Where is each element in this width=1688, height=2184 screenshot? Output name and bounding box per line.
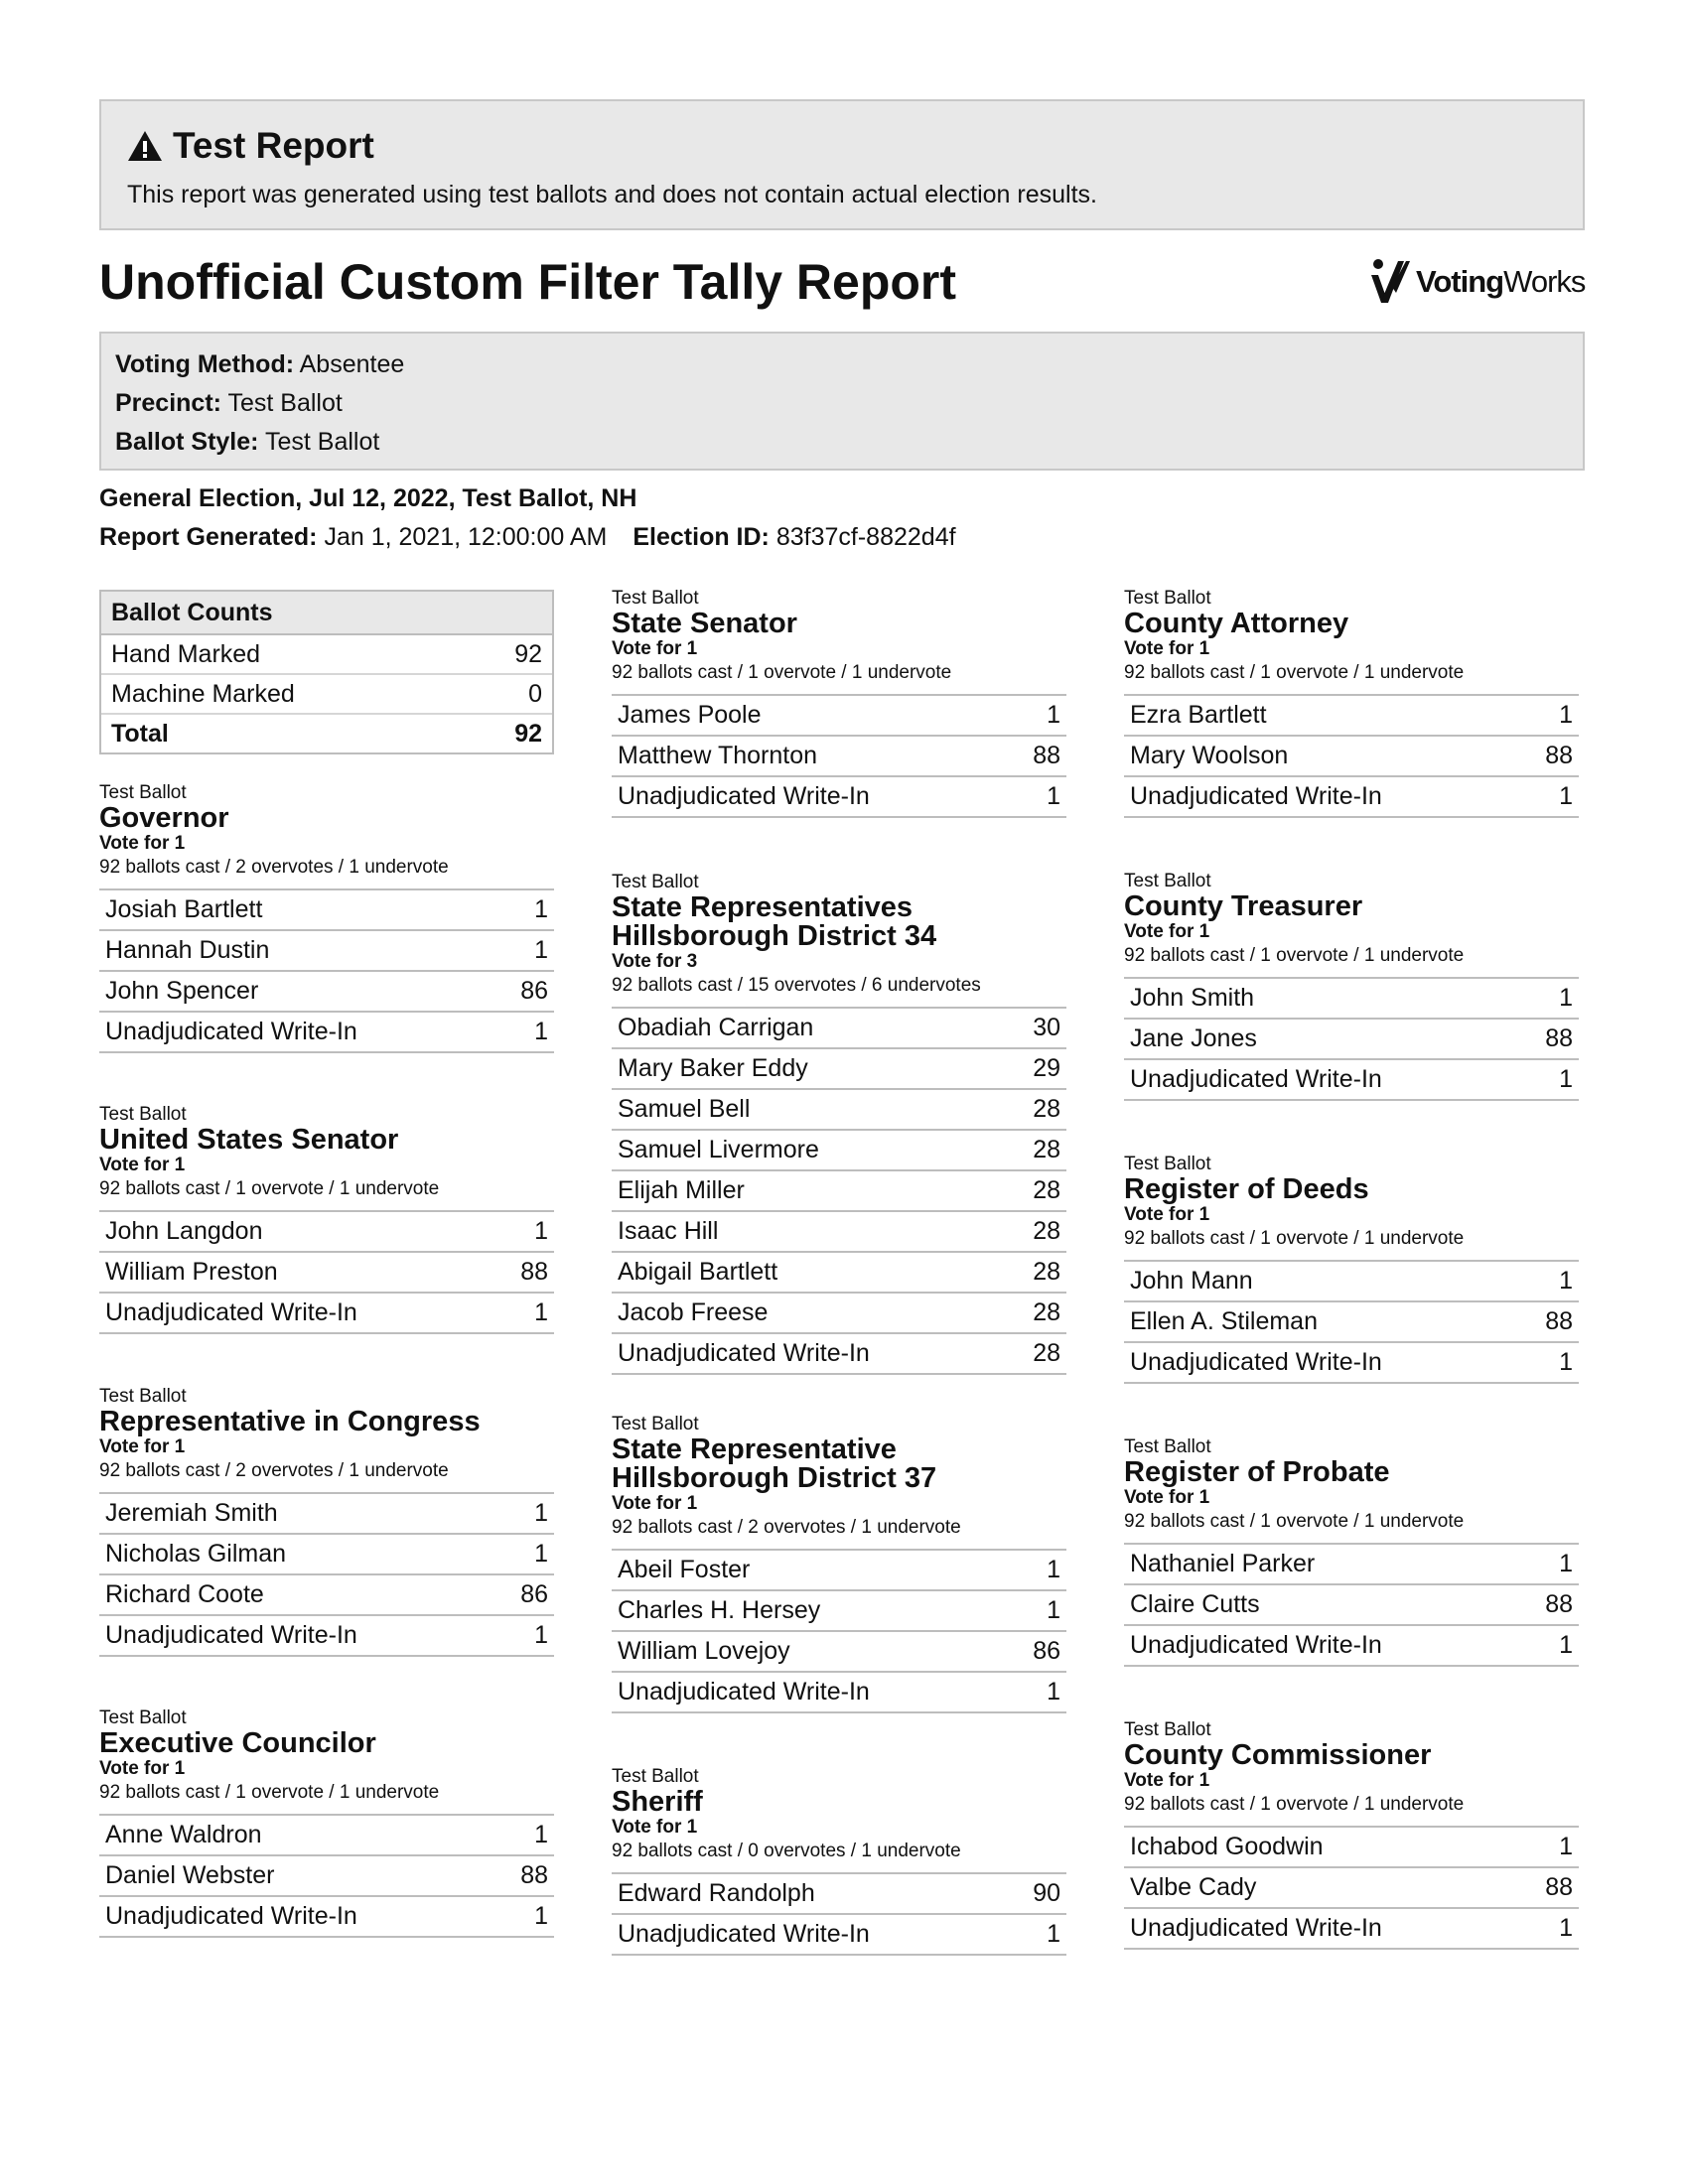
contest-district: Test Ballot (1124, 1436, 1211, 1457)
candidate-table (612, 1549, 1066, 1713)
candidate-name: Unadjudicated Write-In (618, 1920, 870, 1948)
candidate-name: Hannah Dustin (105, 936, 270, 964)
contest-district: Test Ballot (612, 1414, 699, 1434)
contest (99, 1104, 554, 1334)
votingworks-logo (1368, 256, 1587, 308)
table-row: Total 92 (111, 720, 542, 748)
candidate-name: William Lovejoy (618, 1637, 790, 1665)
candidate-name: Elijah Miller (618, 1176, 745, 1204)
candidate-name: Ellen A. Stileman (1130, 1307, 1318, 1335)
candidate-row (1124, 1866, 1579, 1907)
candidate-table (1124, 1826, 1579, 1950)
candidate-votes: 1 (534, 895, 548, 923)
candidate-votes: 86 (1033, 1637, 1060, 1665)
candidate-votes: 1 (1047, 701, 1060, 729)
candidate-table (612, 694, 1066, 818)
candidate-row (1124, 1018, 1579, 1058)
candidate-votes: 1 (1047, 1920, 1060, 1948)
candidate-name: Unadjudicated Write-In (1130, 782, 1382, 810)
candidate-name: Abeil Foster (618, 1556, 751, 1583)
candidate-name: Unadjudicated Write-In (1130, 1914, 1382, 1942)
contest-title: Executive Councilor (99, 1727, 376, 1759)
filter-ballot-style: Ballot Style: Test Ballot (115, 428, 380, 456)
candidate-table (1124, 977, 1579, 1101)
candidate-name: John Spencer (105, 977, 259, 1005)
contest-district: Test Ballot (1124, 1154, 1211, 1174)
candidate-row (99, 970, 554, 1011)
contest-title: County Attorney (1124, 608, 1349, 639)
candidate-name: Samuel Livermore (618, 1136, 819, 1163)
candidate-name: William Preston (105, 1258, 278, 1286)
contest-vote-for: Vote for 1 (99, 1436, 186, 1457)
candidate-votes: 30 (1033, 1014, 1060, 1041)
candidate-row (1124, 1058, 1579, 1101)
contest (99, 1386, 554, 1657)
candidate-votes: 1 (1559, 1348, 1573, 1376)
candidate-votes: 1 (1559, 1914, 1573, 1942)
candidate-votes: 28 (1033, 1176, 1060, 1204)
candidate-votes: 1 (534, 1902, 548, 1930)
candidate-row (612, 1007, 1066, 1047)
contest (612, 588, 1066, 818)
checkmark-logo-icon (1368, 257, 1412, 307)
contest-summary: 92 ballots cast / 2 overvotes / 1 undervote (612, 1517, 961, 1538)
candidate-row (612, 735, 1066, 775)
candidate-table (1124, 1543, 1579, 1667)
candidate-name: Nicholas Gilman (105, 1540, 287, 1568)
candidate-name: Samuel Bell (618, 1095, 751, 1123)
candidate-votes: 1 (1559, 1550, 1573, 1577)
candidate-name: Unadjudicated Write-In (618, 1678, 870, 1706)
candidate-row (1124, 1260, 1579, 1300)
candidate-votes: 86 (520, 977, 548, 1005)
candidate-name: Ezra Bartlett (1130, 701, 1267, 729)
contest-title: Register of Probate (1124, 1456, 1390, 1488)
candidate-votes: 1 (1047, 782, 1060, 810)
contest-vote-for: Vote for 1 (99, 1155, 186, 1175)
candidate-votes: 1 (534, 936, 548, 964)
candidate-name: Jeremiah Smith (105, 1499, 278, 1527)
candidate-name: James Poole (618, 701, 762, 729)
contest-summary: 92 ballots cast / 1 overvote / 1 undervote (1124, 1228, 1465, 1249)
contest (99, 1707, 554, 1938)
candidate-name: Unadjudicated Write-In (105, 1902, 357, 1930)
contest-vote-for: Vote for 1 (612, 1493, 698, 1514)
contest-district: Test Ballot (1124, 588, 1211, 609)
candidate-votes: 28 (1033, 1136, 1060, 1163)
contest-title: State Representatives Hillsborough District 34 (612, 891, 937, 952)
contest-vote-for: Vote for 1 (1124, 1487, 1210, 1508)
report-title: Unofficial Custom Filter Tally Report (99, 254, 957, 310)
test-report-banner (99, 99, 1585, 230)
candidate-row (1124, 1543, 1579, 1583)
contest-vote-for: Vote for 1 (612, 638, 698, 659)
contest-title: County Treasurer (1124, 890, 1363, 922)
contest-summary: 92 ballots cast / 0 overvotes / 1 undervote (612, 1841, 961, 1861)
contest-title: Representative in Congress (99, 1406, 481, 1437)
contest-vote-for: Vote for 1 (1124, 1204, 1210, 1225)
candidate-row (612, 1589, 1066, 1630)
contest-district: Test Ballot (612, 588, 699, 609)
contest (1124, 1719, 1579, 1950)
contest-summary: 92 ballots cast / 1 overvote / 1 undervote (1124, 1511, 1465, 1532)
candidate-row (1124, 694, 1579, 735)
candidate-votes: 88 (1545, 1590, 1573, 1618)
candidate-votes: 1 (1559, 1631, 1573, 1659)
candidate-votes: 1 (1559, 1267, 1573, 1295)
contest-district: Test Ballot (612, 1766, 699, 1787)
candidate-votes: 90 (1033, 1879, 1060, 1907)
candidate-votes: 88 (1545, 1307, 1573, 1335)
candidate-name: Unadjudicated Write-In (1130, 1631, 1382, 1659)
candidate-name: Josiah Bartlett (105, 895, 263, 923)
candidate-table (99, 888, 554, 1053)
candidate-name: Ichabod Goodwin (1130, 1833, 1324, 1860)
contest-vote-for: Vote for 1 (1124, 638, 1210, 659)
contest-summary: 92 ballots cast / 1 overvote / 1 undervote (99, 1782, 440, 1803)
candidate-votes: 28 (1033, 1217, 1060, 1245)
banner-heading (127, 125, 374, 167)
contest-title: State Representative Hillsborough District 37 (612, 1433, 937, 1494)
candidate-row (1124, 735, 1579, 775)
candidate-table (1124, 694, 1579, 818)
contest-title: Sheriff (612, 1786, 703, 1818)
candidate-row (612, 1671, 1066, 1713)
contest-summary: 92 ballots cast / 1 overvote / 1 undervote (1124, 945, 1465, 966)
contest-title: United States Senator (99, 1124, 399, 1156)
candidate-row (612, 1872, 1066, 1913)
candidate-votes: 86 (520, 1580, 548, 1608)
contest-title: Register of Deeds (1124, 1173, 1369, 1205)
candidate-votes: 88 (520, 1258, 548, 1286)
candidate-row (99, 929, 554, 970)
candidate-name: Daniel Webster (105, 1861, 275, 1889)
candidate-votes: 88 (1545, 742, 1573, 769)
candidate-row (612, 1292, 1066, 1332)
filter-summary (99, 332, 1585, 471)
contest-summary: 92 ballots cast / 1 overvote / 1 undervote (1124, 662, 1465, 683)
contest-summary: 92 ballots cast / 2 overvotes / 1 undervote (99, 857, 449, 878)
candidate-row (612, 1630, 1066, 1671)
candidate-name: Isaac Hill (618, 1217, 719, 1245)
candidate-votes: 1 (1559, 1833, 1573, 1860)
candidate-row (612, 694, 1066, 735)
candidate-name: John Mann (1130, 1267, 1253, 1295)
candidate-row (1124, 1300, 1579, 1341)
table-row: Machine Marked 0 (101, 675, 552, 715)
candidate-row (99, 1814, 554, 1854)
contest-district: Test Ballot (99, 782, 187, 803)
candidate-votes: 28 (1033, 1339, 1060, 1367)
candidate-table (99, 1210, 554, 1334)
candidate-table (612, 1872, 1066, 1956)
contest (1124, 588, 1579, 818)
candidate-row (99, 1011, 554, 1053)
candidate-name: Abigail Bartlett (618, 1258, 778, 1286)
candidate-votes: 1 (534, 1621, 548, 1649)
candidate-name: Obadiah Carrigan (618, 1014, 814, 1041)
candidate-votes: 1 (534, 1499, 548, 1527)
candidate-table (99, 1814, 554, 1938)
contest (612, 872, 1066, 1375)
contest-summary: 92 ballots cast / 2 overvotes / 1 undervote (99, 1460, 449, 1481)
candidate-votes: 88 (520, 1861, 548, 1889)
contest-district: Test Ballot (99, 1707, 187, 1728)
candidate-votes: 88 (1545, 1873, 1573, 1901)
contest-vote-for: Vote for 1 (1124, 1770, 1210, 1791)
ballot-counts-title: Ballot Counts (101, 592, 552, 635)
candidate-row (1124, 977, 1579, 1018)
contest-vote-for: Vote for 1 (1124, 921, 1210, 942)
candidate-votes: 28 (1033, 1298, 1060, 1326)
candidate-votes: 1 (534, 1217, 548, 1245)
warning-icon (127, 130, 163, 162)
candidate-votes: 1 (534, 1298, 548, 1326)
contest-district: Test Ballot (1124, 1719, 1211, 1740)
candidate-votes: 1 (1559, 984, 1573, 1012)
candidate-row (99, 1614, 554, 1657)
candidate-row (612, 1047, 1066, 1088)
contest (1124, 1154, 1579, 1384)
contest-district: Test Ballot (99, 1104, 187, 1125)
candidate-row (99, 1210, 554, 1251)
candidate-name: Jane Jones (1130, 1024, 1257, 1052)
candidate-name: Unadjudicated Write-In (105, 1018, 357, 1045)
candidate-name: Matthew Thornton (618, 742, 818, 769)
candidate-votes: 88 (1545, 1024, 1573, 1052)
candidate-name: Mary Woolson (1130, 742, 1289, 769)
contest-summary: 92 ballots cast / 1 overvote / 1 undervote (1124, 1794, 1465, 1815)
candidate-row (99, 1854, 554, 1895)
candidate-row (1124, 1624, 1579, 1667)
candidate-row (612, 1251, 1066, 1292)
candidate-row (612, 1169, 1066, 1210)
contest-vote-for: Vote for 1 (612, 1817, 698, 1838)
candidate-votes: 1 (534, 1018, 548, 1045)
filter-voting-method: Voting Method: Absentee (115, 350, 405, 378)
contest (1124, 871, 1579, 1101)
candidate-name: Richard Coote (105, 1580, 264, 1608)
candidate-name: Jacob Freese (618, 1298, 769, 1326)
contest-district: Test Ballot (612, 872, 699, 892)
filter-precinct: Precinct: Test Ballot (115, 389, 343, 417)
candidate-row (1124, 1907, 1579, 1950)
contest-summary: 92 ballots cast / 15 overvotes / 6 undervotes (612, 975, 981, 996)
contest (99, 782, 554, 1053)
banner-text: This report was generated using test ballots and does not contain actual election results. (127, 181, 1097, 208)
contest-summary: 92 ballots cast / 1 overvote / 1 undervote (99, 1178, 440, 1199)
contest-vote-for: Vote for 3 (612, 951, 698, 972)
candidate-row (99, 1573, 554, 1614)
candidate-name: Edward Randolph (618, 1879, 815, 1907)
candidate-votes: 1 (534, 1821, 548, 1848)
candidate-row (1124, 775, 1579, 818)
contest-title: Governor (99, 802, 229, 834)
contest-district: Test Ballot (99, 1386, 187, 1407)
election-info: General Election, Jul 12, 2022, Test Ballot, NH (99, 484, 637, 512)
candidate-table (612, 1007, 1066, 1375)
candidate-row (612, 1549, 1066, 1589)
contest-district: Test Ballot (1124, 871, 1211, 891)
candidate-name: Unadjudicated Write-In (1130, 1348, 1382, 1376)
contest-vote-for: Vote for 1 (99, 1758, 186, 1779)
candidate-votes: 1 (1559, 701, 1573, 729)
candidate-name: Unadjudicated Write-In (618, 1339, 870, 1367)
candidate-votes: 1 (1559, 1065, 1573, 1093)
ballot-counts-table (99, 590, 554, 754)
candidate-row (99, 1895, 554, 1938)
candidate-table (1124, 1260, 1579, 1384)
contest-title: State Senator (612, 608, 797, 639)
candidate-votes: 29 (1033, 1054, 1060, 1082)
candidate-name: Unadjudicated Write-In (105, 1298, 357, 1326)
candidate-votes: 1 (1559, 782, 1573, 810)
report-generated: Report Generated: Jan 1, 2021, 12:00:00 AM Election ID: 83f37cf-8822d4f (99, 523, 956, 551)
candidate-name: Mary Baker Eddy (618, 1054, 808, 1082)
table-row: Hand Marked 92 (101, 635, 552, 675)
candidate-row (1124, 1583, 1579, 1624)
candidate-name: Nathaniel Parker (1130, 1550, 1316, 1577)
candidate-row (1124, 1826, 1579, 1866)
candidate-votes: 28 (1033, 1095, 1060, 1123)
candidate-name: Unadjudicated Write-In (1130, 1065, 1382, 1093)
candidate-name: Valbe Cady (1130, 1873, 1257, 1901)
contest (612, 1414, 1066, 1713)
candidate-name: Anne Waldron (105, 1821, 262, 1848)
contest-summary: 92 ballots cast / 1 overvote / 1 undervote (612, 662, 952, 683)
logo-text: VotingWorks (1416, 264, 1586, 299)
candidate-row (612, 1332, 1066, 1375)
candidate-row (1124, 1341, 1579, 1384)
candidate-row (612, 1913, 1066, 1956)
candidate-votes: 1 (1047, 1678, 1060, 1706)
banner-title: Test Report (173, 125, 374, 166)
candidate-row (99, 888, 554, 929)
candidate-votes: 1 (534, 1540, 548, 1568)
candidate-name: Unadjudicated Write-In (105, 1621, 357, 1649)
candidate-table (99, 1492, 554, 1657)
candidate-name: John Smith (1130, 984, 1255, 1012)
contest (1124, 1436, 1579, 1667)
candidate-votes: 1 (1047, 1596, 1060, 1624)
candidate-row (612, 1129, 1066, 1169)
candidate-row (99, 1492, 554, 1533)
candidate-name: John Langdon (105, 1217, 263, 1245)
candidate-row (99, 1251, 554, 1292)
contest-vote-for: Vote for 1 (99, 833, 186, 854)
candidate-votes: 88 (1033, 742, 1060, 769)
candidate-votes: 1 (1047, 1556, 1060, 1583)
contest-title: County Commissioner (1124, 1739, 1432, 1771)
candidate-row (612, 1210, 1066, 1251)
contest (612, 1766, 1066, 1956)
candidate-row (612, 775, 1066, 818)
candidate-name: Charles H. Hersey (618, 1596, 821, 1624)
candidate-name: Unadjudicated Write-In (618, 782, 870, 810)
candidate-row (99, 1533, 554, 1573)
candidate-name: Claire Cutts (1130, 1590, 1260, 1618)
candidate-row (99, 1292, 554, 1334)
candidate-row (612, 1088, 1066, 1129)
candidate-votes: 28 (1033, 1258, 1060, 1286)
